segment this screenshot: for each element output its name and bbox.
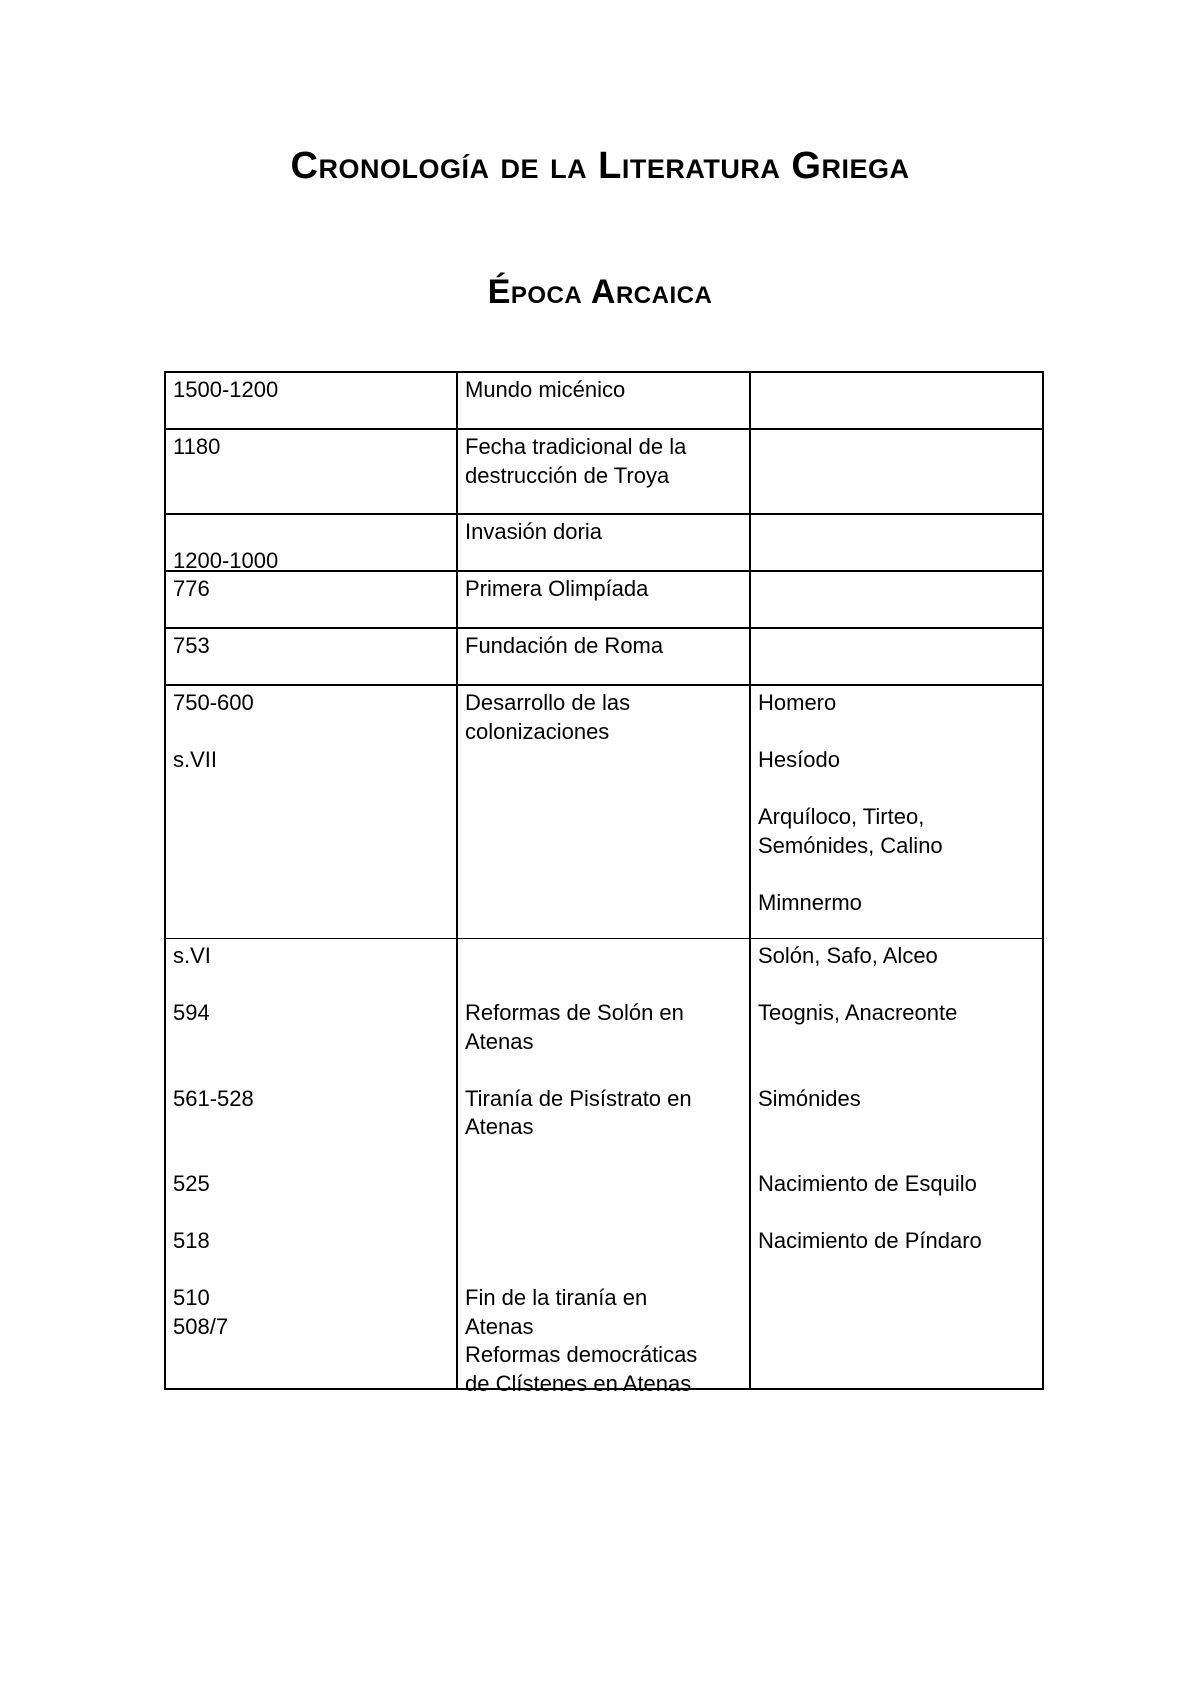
section-title: Época Arcaica	[487, 273, 713, 311]
table-cell-authors	[751, 515, 1042, 570]
table-cell-authors	[751, 629, 1042, 684]
table-cell-event: Reformas de Solón en Atenas Tiranía de Pisístrato en Atenas Fin de la tiranía en Atenas Reformas democráticas de Clístenes en Atenas	[465, 1000, 698, 1396]
table-cell-event: Fecha tradicional de la destrucción de Troya	[465, 434, 687, 488]
table-cell-event: Desarrollo de las colonizaciones	[465, 690, 631, 744]
table-cell-date: 753	[173, 633, 210, 658]
table-cell-date: s.VI 594 561-528 525 518 510 508/7	[173, 943, 254, 1339]
table-cell-authors	[751, 373, 1042, 428]
table-cell-event: Primera Olimpíada	[465, 576, 649, 601]
table-cell-authors: Solón, Safo, Alceo Teognis, Anacreonte Simónides Nacimiento de Esquilo Nacimiento de Píndaro	[758, 943, 982, 1253]
table-cell-date: 750-600 s.VII	[173, 690, 254, 772]
table-cell-date: 1180	[173, 434, 221, 459]
table-cell-event: Invasión doria	[465, 519, 602, 544]
table-cell-event: Mundo micénico	[465, 377, 626, 402]
table-cell-event: Fundación de Roma	[465, 633, 664, 658]
table-border-right	[1042, 371, 1044, 1390]
table-cell-date: 776	[173, 576, 210, 601]
table-cell-authors	[751, 430, 1042, 513]
document-title: Cronología de la Literatura Griega	[290, 145, 910, 187]
table-cell-date: 1200-1000	[173, 547, 279, 573]
table-cell-authors	[751, 572, 1042, 627]
chronology-table	[164, 371, 1044, 1396]
table-cell-authors: Homero Hesíodo Arquíloco, Tirteo, Semónides, Calino Mimnermo	[758, 690, 943, 915]
table-cell-date: 1500-1200	[173, 377, 279, 402]
